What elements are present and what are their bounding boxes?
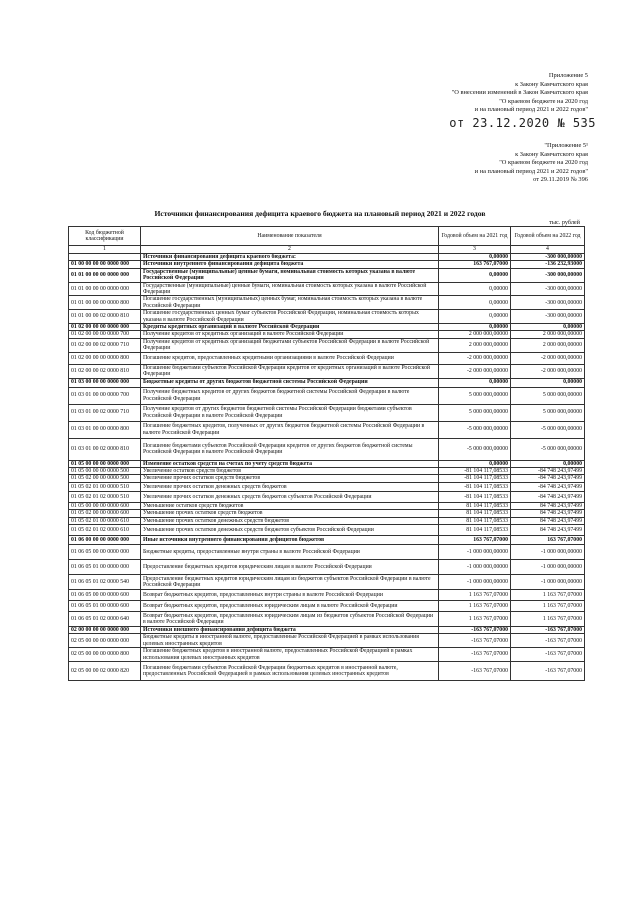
table-row (69, 282, 585, 296)
amount-2022-cell: 84 748 243,97499 (511, 510, 585, 517)
indicator-name-cell: Увеличение прочих остатков средств бюджетов (141, 475, 439, 482)
budget-code-cell: 01 05 00 00 00 0000 600 (69, 502, 141, 509)
table-row (69, 648, 585, 662)
budget-code-cell: 01 05 02 01 00 0000 510 (69, 482, 141, 491)
budget-code-cell: 01 06 05 01 00 0000 600 (69, 600, 141, 611)
table-row (69, 438, 585, 460)
amount-2021-cell: -81 104 117,08533 (439, 475, 511, 482)
budget-code-cell: 01 05 02 00 00 0000 600 (69, 510, 141, 517)
indicator-name-cell: Уменьшение прочих остатков денежных средств бюджетов субъектов Российской Федерации (141, 524, 439, 535)
amount-2022-cell: -163 767,07000 (511, 634, 585, 648)
amount-2022-cell: -1 000 000,00000 (511, 544, 585, 559)
amount-2022-cell: -84 748 243,97499 (511, 482, 585, 491)
indicator-name-cell: Возврат бюджетных кредитов, предоставленных внутри страны в валюте Российской Федерации (141, 589, 439, 600)
budget-code-cell: 01 05 02 01 02 0000 510 (69, 491, 141, 502)
table-row (69, 296, 585, 310)
appendix-header (452, 72, 588, 115)
table-header-row (69, 227, 585, 246)
appendix-header-line: "О внесении изменений в Закон Камчатского края (451, 89, 588, 97)
indicator-name-cell: Получение бюджетных кредитов от других бюджетов бюджетной системы Российской Федерации в валюте Российской Федерации (141, 387, 439, 404)
amount-2022-cell: 5 000 000,00000 (511, 387, 585, 404)
amount-2021-cell: 163 767,07000 (439, 535, 511, 544)
indicator-name-cell: Предоставление бюджетных кредитов юридическим лицам из бюджетов субъектов Российской Федерации в валюте Российской Федерации (141, 574, 439, 589)
budget-code-cell: 01 05 02 01 02 0000 610 (69, 524, 141, 535)
amount-2022-cell: 163 767,07000 (511, 535, 585, 544)
amount-2022-cell: 84 748 243,97499 (511, 502, 585, 509)
table-row (69, 460, 585, 467)
table-row (69, 268, 585, 282)
table-row (69, 352, 585, 364)
table-row (69, 387, 585, 404)
amount-2022-cell: -1 000 000,00000 (511, 559, 585, 574)
column-number: 2 (141, 246, 439, 254)
indicator-name-cell: Погашение кредитов, предоставленных кредитными организациями в валюте Российской Федерации (141, 352, 439, 364)
indicator-name-cell: Уменьшение прочих остатков средств бюджетов (141, 510, 439, 517)
table-row (69, 661, 585, 680)
financing-sources-table (68, 226, 585, 681)
budget-code-cell: 02 05 00 00 00 0000 800 (69, 648, 141, 662)
indicator-name-cell: Увеличение прочих остатков денежных средств бюджетов субъектов Российской Федерации (141, 491, 439, 502)
budget-code-cell: 01 01 00 00 00 0000 800 (69, 296, 141, 310)
amount-2022-cell: 1 163 767,07000 (511, 589, 585, 600)
indicator-name-cell: Получение кредитов от других бюджетов бюджетной системы Российской Федерации бюджетами субъектов Российской Федерации в валюте Российской Федерации (141, 404, 439, 421)
budget-code-cell: 01 05 00 00 00 0000 000 (69, 460, 141, 467)
budget-code-cell: 01 06 00 00 00 0000 000 (69, 535, 141, 544)
table-row (69, 378, 585, 387)
table-row (69, 634, 585, 648)
budget-code-cell: 02 00 00 00 00 0000 000 (69, 626, 141, 633)
amount-2022-cell: -163 767,07000 (511, 661, 585, 680)
amount-2022-cell: 2 000 000,00000 (511, 331, 585, 338)
budget-code-cell: 01 06 05 01 00 0000 000 (69, 559, 141, 574)
amount-2021-cell: -163 767,07000 (439, 648, 511, 662)
amount-2022-cell: -163 767,07000 (511, 626, 585, 633)
amount-2022-cell: -300 000,00000 (511, 268, 585, 282)
amount-2021-cell: 1 163 767,07000 (439, 589, 511, 600)
amount-2021-cell: 1 163 767,07000 (439, 611, 511, 626)
indicator-name-cell: Возврат бюджетных кредитов, предоставленных юридическим лицам в валюте Российской Федерации (141, 600, 439, 611)
table-row (69, 517, 585, 524)
amount-2021-cell: -163 767,07000 (439, 626, 511, 633)
appendix-header-line: Приложение 5 (548, 72, 588, 79)
table-row (69, 338, 585, 352)
table-row (69, 261, 585, 268)
amount-2021-cell: 0,00000 (439, 296, 511, 310)
table-row (69, 421, 585, 438)
indicator-name-cell: Возврат бюджетных кредитов, предоставленных юридическим лицам из бюджетов субъектов Российской Федерации в валюте Российской Федерации (141, 611, 439, 626)
indicator-name-cell: Бюджетные кредиты, предоставленные внутри страны в валюте Российской Федерации (141, 544, 439, 559)
table-row (69, 404, 585, 421)
budget-code-cell: 01 03 01 00 02 0000 810 (69, 438, 141, 460)
amount-2022-cell: -163 767,07000 (511, 648, 585, 662)
appendix-header-line: к Закону Камчатского края (515, 80, 588, 88)
amount-2022-cell: 84 748 243,97499 (511, 524, 585, 535)
indicator-name-cell: Погашение бюджетных кредитов в иностранной валюте, предоставленных Российской Федерацией в рамках использования целевых иностранных кредитов (141, 648, 439, 662)
amount-2022-cell: 0,00000 (511, 324, 585, 331)
indicator-name-cell: Государственные (муниципальные) ценные бумаги, номинальная стоимость которых указана в валюте Российской Федерации (141, 268, 439, 282)
budget-code-cell: 01 03 00 00 00 0000 000 (69, 378, 141, 387)
amount-2022-cell: -5 000 000,00000 (511, 438, 585, 460)
amount-2021-cell: 0,00000 (439, 324, 511, 331)
amount-2021-cell: -1 000 000,00000 (439, 544, 511, 559)
amount-2021-cell: -81 104 117,08533 (439, 491, 511, 502)
sub-appendix-header-line: "Приложение 5¹ (544, 142, 588, 149)
budget-code-cell: 01 06 05 01 02 0000 640 (69, 611, 141, 626)
sub-appendix-header-line: и на плановый период 2021 и 2022 годов" (474, 167, 588, 175)
indicator-name-cell: Источники финансирования дефицита краевого бюджета: (141, 254, 439, 261)
indicator-name-cell: Увеличение остатков средств бюджетов (141, 467, 439, 474)
indicator-name-cell: Изменение остатков средств на счетах по учету средств бюджета (141, 460, 439, 467)
budget-code-cell: 01 05 00 00 00 0000 500 (69, 467, 141, 474)
budget-code-cell: 01 02 00 00 00 0000 700 (69, 331, 141, 338)
indicator-name-cell: Кредиты кредитных организаций в валюте Российской Федерации (141, 324, 439, 331)
amount-2021-cell: -1 000 000,00000 (439, 559, 511, 574)
amount-2021-cell: 81 104 117,08533 (439, 510, 511, 517)
budget-code-cell: 01 06 05 00 00 0000 600 (69, 589, 141, 600)
budget-code-cell: 01 02 00 00 02 0000 710 (69, 338, 141, 352)
budget-code-cell: 01 01 00 00 02 0000 810 (69, 310, 141, 324)
amount-2021-cell: 0,00000 (439, 254, 511, 261)
amount-2021-cell: 81 104 117,08533 (439, 517, 511, 524)
amount-2021-cell: 0,00000 (439, 268, 511, 282)
budget-code-cell: 01 03 01 00 00 0000 700 (69, 387, 141, 404)
amount-2021-cell: 2 000 000,00000 (439, 338, 511, 352)
amount-2021-cell: 5 000 000,00000 (439, 404, 511, 421)
column-number: 3 (439, 246, 511, 254)
table-row (69, 310, 585, 324)
column-header-code: Код бюджетной классификации (69, 227, 141, 246)
indicator-name-cell: Погашение бюджетами субъектов Российской Федерации бюджетных кредитов в иностранной валюте, предоставленных Российской Федерацией в рамках использования целевых иностранных кредитов (141, 661, 439, 680)
column-header-name: Наименование показателя (141, 227, 439, 246)
indicator-name-cell: Погашение государственных ценных бумаг субъектов Российской Федерации, номинальная стоимость которых указана в валюте Российской Федерации (141, 310, 439, 324)
indicator-name-cell: Погашение бюджетами субъектов Российской Федерации кредитов от других бюджетов бюджетной системы Российской Федерации в валюте Российской Федерации (141, 438, 439, 460)
amount-2021-cell: 0,00000 (439, 310, 511, 324)
amount-2021-cell: 5 000 000,00000 (439, 387, 511, 404)
budget-code-cell: 01 05 02 01 00 0000 610 (69, 517, 141, 524)
document-title: Источники финансирования дефицита краевого бюджета на плановый период 2021 и 2022 годов (154, 209, 486, 218)
indicator-name-cell: Погашение бюджетных кредитов, полученных от других бюджетов бюджетной системы Российской Федерации в валюте Российской Федерации (141, 421, 439, 438)
budget-code-cell: 01 02 00 00 00 0000 800 (69, 352, 141, 364)
amount-2022-cell: -84 748 243,97499 (511, 475, 585, 482)
table-row (69, 544, 585, 559)
indicator-name-cell: Предоставление бюджетных кредитов юридическим лицам в валюте Российской Федерации (141, 559, 439, 574)
amount-2021-cell: 81 104 117,08533 (439, 502, 511, 509)
budget-code-cell: 02 05 00 00 02 0000 820 (69, 661, 141, 680)
budget-code-cell: 01 02 00 00 00 0000 000 (69, 324, 141, 331)
table-row (69, 626, 585, 633)
table-row (69, 502, 585, 509)
indicator-name-cell: Источники внешнего финансирования дефицита бюджета (141, 626, 439, 633)
indicator-name-cell: Погашение государственных (муниципальных) ценных бумаг, номинальная стоимость которых указана в валюте Российской Федерации (141, 296, 439, 310)
indicator-name-cell: Бюджетные кредиты от других бюджетов бюджетной системы Российской Федерации (141, 378, 439, 387)
amount-2021-cell: -5 000 000,00000 (439, 421, 511, 438)
amount-2021-cell: -5 000 000,00000 (439, 438, 511, 460)
amount-2022-cell: 5 000 000,00000 (511, 404, 585, 421)
column-number-row (69, 246, 585, 254)
sub-appendix-header-line: "О краевом бюджете на 2020 год (499, 159, 588, 167)
appendix-header-line: "О краевом бюджете на 2020 год (499, 97, 588, 105)
amount-2022-cell: -300 000,00000 (511, 310, 585, 324)
amount-2022-cell: -300 000,00000 (511, 254, 585, 261)
indicator-name-cell: Получение кредитов от кредитных организаций бюджетами субъектов Российской Федерации в валюте Российской Федерации (141, 338, 439, 352)
registration-stamp: от 23.12.2020 № 535 (449, 116, 596, 130)
amount-2022-cell: 1 163 767,07000 (511, 600, 585, 611)
units-label: тыс. рублей (549, 219, 580, 226)
amount-2022-cell: -84 748 243,97499 (511, 467, 585, 474)
column-number: 1 (69, 246, 141, 254)
sub-appendix-header (475, 142, 588, 185)
table-row (69, 524, 585, 535)
amount-2021-cell: -2 000 000,00000 (439, 364, 511, 378)
amount-2021-cell: 81 104 117,08533 (439, 524, 511, 535)
budget-code-cell: 02 05 00 00 00 0000 000 (69, 634, 141, 648)
table-row (69, 600, 585, 611)
amount-2022-cell: 1 163 767,07000 (511, 611, 585, 626)
indicator-name-cell: Уменьшение остатков средств бюджетов (141, 502, 439, 509)
amount-2022-cell: -5 000 000,00000 (511, 421, 585, 438)
amount-2022-cell: 2 000 000,00000 (511, 338, 585, 352)
budget-code-cell: 01 00 00 00 00 0000 000 (69, 261, 141, 268)
budget-code-cell (69, 254, 141, 261)
amount-2021-cell: -163 767,07000 (439, 634, 511, 648)
indicator-name-cell: Получение кредитов от кредитных организаций в валюте Российской Федерации (141, 331, 439, 338)
amount-2021-cell: 2 000 000,00000 (439, 331, 511, 338)
amount-2022-cell: -84 748 243,97499 (511, 491, 585, 502)
indicator-name-cell: Уменьшение прочих остатков денежных средств бюджетов (141, 517, 439, 524)
budget-code-cell: 01 01 00 00 00 0000 000 (69, 268, 141, 282)
amount-2021-cell: 0,00000 (439, 460, 511, 467)
amount-2022-cell: -2 000 000,00000 (511, 352, 585, 364)
table-row (69, 324, 585, 331)
table-row (69, 574, 585, 589)
sub-appendix-header-line: к Закону Камчатского края (515, 150, 588, 158)
amount-2022-cell: 84 748 243,97499 (511, 517, 585, 524)
table-row (69, 491, 585, 502)
amount-2022-cell: -300 000,00000 (511, 296, 585, 310)
indicator-name-cell: Иные источники внутреннего финансирования дефицитов бюджетов (141, 535, 439, 544)
table-row (69, 475, 585, 482)
table-row (69, 589, 585, 600)
table-row (69, 559, 585, 574)
indicator-name-cell: Источники внутреннего финансирования дефицита бюджета (141, 261, 439, 268)
amount-2021-cell: -81 104 117,08533 (439, 482, 511, 491)
table-row (69, 611, 585, 626)
amount-2021-cell: -2 000 000,00000 (439, 352, 511, 364)
table-row (69, 510, 585, 517)
table-row (69, 254, 585, 261)
budget-code-cell: 01 06 05 00 00 0000 000 (69, 544, 141, 559)
column-header-2021: Годовой объем на 2021 год (439, 227, 511, 246)
amount-2022-cell: -300 000,00000 (511, 282, 585, 296)
budget-code-cell: 01 02 00 00 02 0000 810 (69, 364, 141, 378)
indicator-name-cell: Бюджетные кредиты в иностранной валюте, предоставленные Российской Федерацией в рамках использования целевых иностранных кредитов (141, 634, 439, 648)
column-header-2022: Годовой объем на 2022 год (511, 227, 585, 246)
amount-2021-cell: -163 767,07000 (439, 661, 511, 680)
table-row (69, 331, 585, 338)
amount-2022-cell: 0,00000 (511, 378, 585, 387)
amount-2022-cell: -2 000 000,00000 (511, 364, 585, 378)
table-row (69, 482, 585, 491)
table-row (69, 364, 585, 378)
sub-appendix-header-line: от 29.11.2019 № 396 (533, 176, 588, 184)
amount-2021-cell: 163 767,07000 (439, 261, 511, 268)
budget-code-cell: 01 01 00 00 00 0000 000 (69, 282, 141, 296)
indicator-name-cell: Увеличение прочих остатков денежных средств бюджетов (141, 482, 439, 491)
amount-2021-cell: -81 104 117,08533 (439, 467, 511, 474)
column-number: 4 (511, 246, 585, 254)
budget-code-cell: 01 03 01 00 00 0000 800 (69, 421, 141, 438)
amount-2021-cell: 1 163 767,07000 (439, 600, 511, 611)
budget-code-cell: 01 03 01 00 02 0000 710 (69, 404, 141, 421)
amount-2022-cell: 0,00000 (511, 460, 585, 467)
appendix-header-line: и на плановый период 2021 и 2022 годов" (474, 106, 588, 114)
amount-2021-cell: 0,00000 (439, 282, 511, 296)
amount-2021-cell: 0,00000 (439, 378, 511, 387)
indicator-name-cell: Погашение бюджетами субъектов Российской Федерации кредитов от кредитных организаций в валюте Российской Федерации (141, 364, 439, 378)
amount-2022-cell: -1 000 000,00000 (511, 574, 585, 589)
table-row (69, 535, 585, 544)
amount-2022-cell: -136 232,93000 (511, 261, 585, 268)
indicator-name-cell: Государственные (муниципальные) ценные бумаги, номинальная стоимость которых указана в валюте Российской Федерации (141, 282, 439, 296)
amount-2021-cell: -1 000 000,00000 (439, 574, 511, 589)
table-row (69, 467, 585, 474)
budget-code-cell: 01 06 05 01 02 0000 540 (69, 574, 141, 589)
budget-code-cell: 01 05 02 00 00 0000 500 (69, 475, 141, 482)
